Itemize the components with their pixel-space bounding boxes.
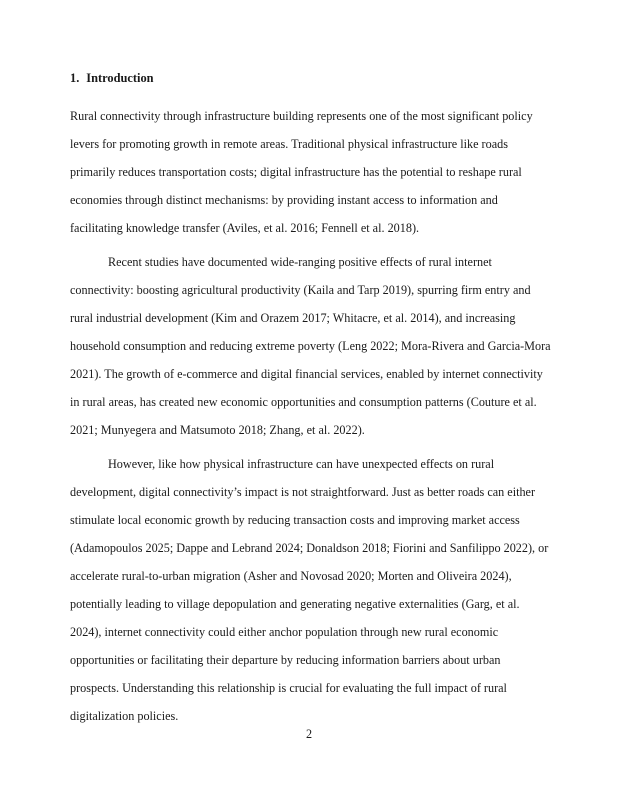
page-content (70, 64, 552, 736)
section-number: 1. (70, 71, 80, 85)
paragraph-however: However, like how physical infrastructure can have unexpected effects on rural development, digital connectivity’s impact is not straightforward. Just as better roads can either stimulate local economic growth by reducing transaction costs and improving market access (Adamopoulos 2025; Dappe and Lebrand 2024; Donaldson 2018; Fiorini and Sanfilippo 2022), or accelerate rural-to-urban migration (Asher and Novosad 2020; Morten and Oliveira 2024), potentially leading to village depopulation and generating negative externalities (Garg, et al. 2024), internet connectivity could either anchor population through new rural economic opportunities or facilitating their departure by reducing information barriers about urban prospects. Understanding this relationship is crucial for evaluating the full impact of rural digitalization policies. (70, 457, 549, 723)
page-number: 2 (305, 727, 313, 741)
section-title: Introduction (86, 71, 154, 85)
paragraph-positive-effects: Recent studies have documented wide-ranging positive effects of rural internet connectivity: boosting agricultural productivity (Kaila and Tarp 2019), spurring firm entry and rural industrial development (Kim and Orazem 2017; Whitacre, et al. 2014), and increasing household consumption and reducing extreme poverty (Leng 2022; Mora-Rivera and Garcia-Mora 2021). The growth of e-commerce and digital financial services, enabled by internet connectivity in rural areas, has created new economic opportunities and consumption patterns (Couture et al. 2021; Munyegera and Matsumoto 2018; Zhang, et al. 2022). (70, 255, 551, 437)
section-heading (70, 64, 552, 92)
paragraph-intro: Rural connectivity through infrastructure building represents one of the most significant policy levers for promoting growth in remote areas. Traditional physical infrastructure like roads primarily reduces transportation costs; digital infrastructure has the potential to reshape rural economies through distinct mechanisms: by providing instant access to information and facilitating knowledge transfer (Aviles, et al. 2016; Fennell et al. 2018). (70, 109, 533, 235)
